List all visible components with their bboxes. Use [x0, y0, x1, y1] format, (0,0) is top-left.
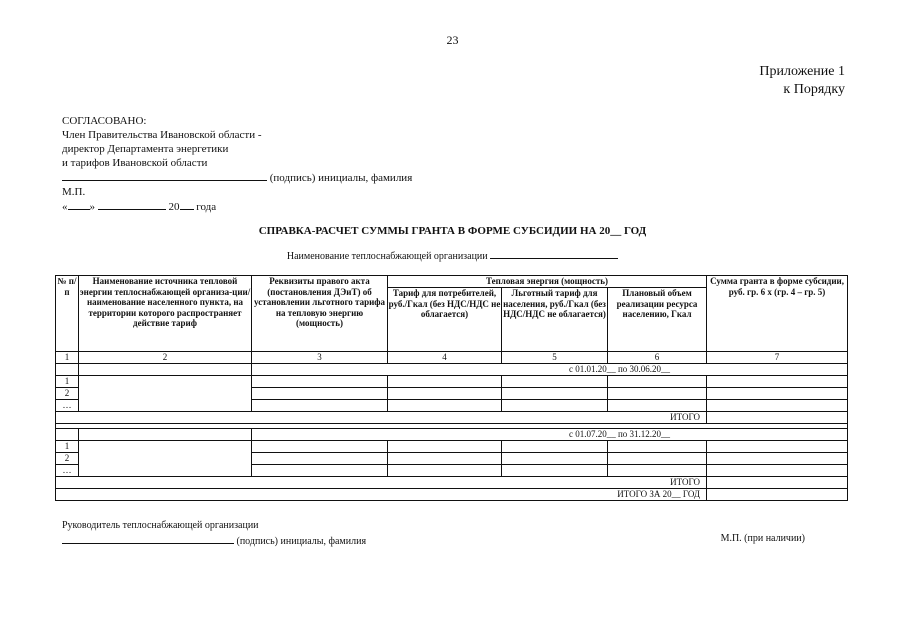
signature-blank: [62, 170, 267, 181]
approval-date-line: [62, 199, 412, 214]
footer-signature-blank: [62, 533, 234, 544]
header-lgot: Льготный тариф для населения, руб./Гкал (без НДС/НДС не облагается): [502, 288, 608, 352]
header-energy: Тепловая энергия (мощность): [388, 276, 707, 288]
approval-line1: Член Правительства Ивановской области -: [62, 129, 262, 141]
appendix-line1: Приложение 1: [759, 64, 845, 79]
footer-sign-caption: (подпись) инициалы, фамилия: [236, 536, 367, 547]
table-cell: [707, 388, 848, 400]
period-row: [56, 429, 848, 441]
footer-signature-block: [62, 519, 366, 549]
table-cell: [707, 400, 848, 412]
table-cell: [608, 400, 707, 412]
table-cell: [252, 465, 388, 477]
approval-signature-line: [62, 170, 412, 185]
month-blank: [98, 199, 166, 210]
period-row: [56, 364, 848, 376]
footer-head-label: Руководитель теплоснабжающей организации: [62, 520, 259, 531]
table-row: [56, 441, 848, 453]
table-cell: [707, 453, 848, 465]
col-number: 6: [608, 352, 707, 364]
table-cell: [502, 441, 608, 453]
day-blank: [68, 199, 90, 210]
row-number: 2: [56, 388, 79, 400]
table-cell: [79, 429, 252, 441]
table-cell: [608, 453, 707, 465]
col-number: 2: [79, 352, 252, 364]
table-cell: [608, 465, 707, 477]
table-cell: [502, 376, 608, 388]
header-tariff: Тариф для потребителей, руб./Гкал (без НДС/НДС не облагается): [388, 288, 502, 352]
table-cell: [608, 376, 707, 388]
table-cell: [388, 465, 502, 477]
approval-block: [62, 114, 412, 214]
footer-stamp: М.П. (при наличии): [720, 533, 805, 544]
table-cell: [388, 400, 502, 412]
table-cell: [252, 400, 388, 412]
org-label: Наименование теплоснабжающей организации: [286, 251, 488, 262]
row-number: …: [56, 465, 79, 477]
date-suffix: года: [196, 201, 217, 213]
date-quote-open: «: [62, 201, 68, 213]
table-cell: [502, 465, 608, 477]
table-cell: [707, 376, 848, 388]
table-cell: [502, 388, 608, 400]
date-year: 20: [168, 201, 180, 213]
table-cell: [502, 453, 608, 465]
table-cell: [56, 364, 79, 376]
table-cell: [388, 388, 502, 400]
appendix-label: [759, 63, 845, 99]
approval-line3: и тарифов Ивановской области: [62, 157, 208, 169]
table-cell: [707, 465, 848, 477]
approval-heading: СОГЛАСОВАНО:: [62, 115, 147, 127]
table-cell: [502, 400, 608, 412]
itogo-row: [56, 412, 848, 424]
table-cell: [252, 453, 388, 465]
table-cell: [707, 489, 848, 501]
header-source: Наименование источника тепловой энергии теплоснабжающей организа-ции/наименование населенного пункта, на территории которого распространяет действие тариф: [79, 276, 252, 352]
col-number: 5: [502, 352, 608, 364]
document-title: СПРАВКА-РАСЧЕТ СУММЫ ГРАНТА В ФОРМЕ СУБСИДИИ НА 20__ ГОД: [258, 225, 647, 237]
row-number: 1: [56, 376, 79, 388]
table-cell: [252, 376, 388, 388]
appendix-line2: к Порядку: [783, 82, 845, 97]
table-cell: [252, 388, 388, 400]
approval-stamp: М.П.: [62, 186, 86, 198]
table-cell: [608, 441, 707, 453]
row-number: 2: [56, 453, 79, 465]
col-number: 4: [388, 352, 502, 364]
itogo-label: ИТОГО: [56, 412, 707, 424]
period-label: [252, 429, 848, 441]
table-header-row: [56, 276, 848, 288]
table-cell: [608, 388, 707, 400]
table-cell: [707, 412, 848, 424]
table-row: [56, 376, 848, 388]
header-grant: Сумма гранта в форме субсидии, руб. гр. 6 х (гр. 4 – гр. 5): [707, 276, 848, 352]
approval-line2: директор Департамента энергетики: [62, 143, 229, 155]
itogo-year-row: [56, 489, 848, 501]
col-number: 7: [707, 352, 848, 364]
table-cell: [79, 441, 252, 477]
table-cell: [707, 477, 848, 489]
itogo-row: [56, 477, 848, 489]
table-cell: [388, 376, 502, 388]
table-cell: [388, 441, 502, 453]
footer-signature-line: [62, 533, 366, 549]
col-number: 1: [56, 352, 79, 364]
year-blank: [180, 199, 194, 210]
row-number: 1: [56, 441, 79, 453]
period-label: [252, 364, 848, 376]
table-cell: [252, 441, 388, 453]
org-name-line: [0, 248, 905, 262]
itogo-year-label: ИТОГО ЗА 20__ ГОД: [56, 489, 707, 501]
table-cell: [388, 453, 502, 465]
header-act: Реквизиты правого акта (постановления ДЭиТ) об установлении льготного тарифа на тепловую энергию (мощность): [252, 276, 388, 352]
period1-text: с 01.01.20__ по 30.06.20__: [568, 364, 671, 374]
page-number: 23: [446, 33, 459, 47]
period2-text: с 01.07.20__ по 31.12.20__: [568, 429, 671, 439]
grant-table: [55, 275, 848, 501]
row-number: …: [56, 400, 79, 412]
date-quote-close: »: [89, 201, 95, 213]
org-name-blank: [490, 248, 618, 259]
itogo-label: ИТОГО: [56, 477, 707, 489]
table-cell: [56, 429, 79, 441]
header-volume: Плановый объем реализации ресурса населению, Гкал: [608, 288, 707, 352]
table-cell: [79, 376, 252, 412]
column-number-row: [56, 352, 848, 364]
col-number: 3: [252, 352, 388, 364]
header-num: № п/п: [56, 276, 79, 352]
approval-sign-caption: (подпись) инициалы, фамилия: [269, 172, 413, 184]
table-cell: [79, 364, 252, 376]
table-cell: [707, 441, 848, 453]
